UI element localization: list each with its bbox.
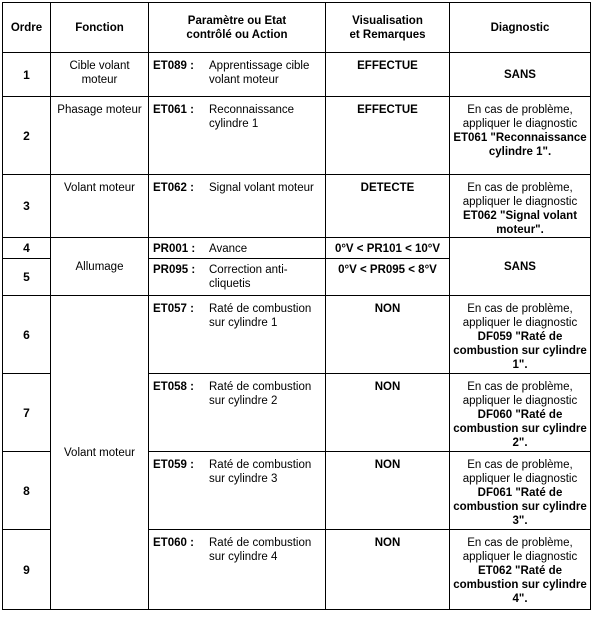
- parametre-label: Reconnaissance cylindre 1: [209, 104, 295, 130]
- visualisation-cell: NON: [326, 530, 450, 610]
- diagnostic-cell: SANS: [450, 53, 591, 97]
- ordre-cell: 9: [3, 530, 51, 610]
- ordre-cell: 4: [3, 238, 51, 259]
- parametre-label: Apprentissage cible volant moteur: [209, 60, 310, 86]
- parametre-cell: [149, 296, 326, 374]
- header-visualisation-line1: Visualisation: [352, 14, 423, 27]
- diagnostic-reference: ET061 "Reconnaissance cylindre 1".: [453, 132, 587, 158]
- parametre-cell: [149, 238, 326, 259]
- header-visualisation: [326, 3, 450, 53]
- parametre-code: ET062 :: [153, 182, 194, 194]
- diagnostic-reference: ET062 "Raté de combustion sur cylindre 4".: [453, 565, 587, 605]
- ordre-cell: 8: [3, 452, 51, 530]
- header-ordre-label: Ordre: [10, 21, 43, 34]
- ordre-cell: 6: [3, 296, 51, 374]
- parametre-cell: [149, 175, 326, 238]
- visualisation-cell: NON: [326, 296, 450, 374]
- table-row: [3, 97, 591, 175]
- fonction-cell: Cible volant moteur: [51, 53, 149, 97]
- header-diagnostic: [450, 3, 591, 53]
- parametre-code: PR001 :: [153, 243, 196, 255]
- ordre-cell: 2: [3, 97, 51, 175]
- diagnostic-cell: [450, 97, 591, 175]
- parametre-code: ET059 :: [153, 459, 194, 471]
- diagnostic-instruction: En cas de problème, appliquer le diagnostic: [462, 537, 578, 563]
- parametre-code: ET089 :: [153, 60, 194, 72]
- parametre-cell: [149, 97, 326, 175]
- parametre-code: ET058 :: [153, 381, 194, 393]
- diagnostic-reference: DF060 "Raté de combustion sur cylindre 2".: [453, 409, 587, 449]
- parametre-label: Raté de combustion sur cylindre 3: [209, 459, 312, 485]
- parametre-cell: [149, 530, 326, 610]
- table-row: [3, 238, 591, 259]
- header-row: [3, 3, 591, 53]
- diagnostic-cell: [450, 296, 591, 374]
- parametre-cell: [149, 452, 326, 530]
- header-ordre: [3, 3, 51, 53]
- table-row: [3, 296, 591, 374]
- visualisation-cell: EFFECTUE: [326, 53, 450, 97]
- ordre-cell: 3: [3, 175, 51, 238]
- diagnostic-reference: DF061 "Raté de combustion sur cylindre 3".: [453, 487, 587, 527]
- visualisation-cell: 0°V < PR095 < 8°V: [326, 259, 450, 296]
- parametre-label: Avance: [209, 243, 248, 255]
- diagnostic-instruction: En cas de problème, appliquer le diagnostic: [462, 104, 578, 130]
- header-diagnostic-label: Diagnostic: [490, 21, 550, 34]
- header-parametre: [149, 3, 326, 53]
- parametre-label: Raté de combustion sur cylindre 1: [209, 303, 312, 329]
- parametre-label: Signal volant moteur: [209, 182, 314, 194]
- ordre-cell: 5: [3, 259, 51, 296]
- parametre-label: Correction anti-cliquetis: [209, 264, 288, 290]
- diagnostic-reference: DF059 "Raté de combustion sur cylindre 1".: [453, 331, 587, 371]
- table-row: [3, 53, 591, 97]
- parametre-code: ET060 :: [153, 537, 194, 549]
- diagnostic-cell: SANS: [450, 238, 591, 296]
- parametre-label: Raté de combustion sur cylindre 2: [209, 381, 312, 407]
- visualisation-cell: NON: [326, 452, 450, 530]
- diagnostic-instruction: En cas de problème, appliquer le diagnostic: [462, 381, 578, 407]
- diagnostic-table: [2, 2, 591, 610]
- table-row: [3, 175, 591, 238]
- diagnostic-cell: [450, 175, 591, 238]
- header-fonction: [51, 3, 149, 53]
- diagnostic-cell: [450, 374, 591, 452]
- fonction-cell: Allumage: [51, 238, 149, 296]
- parametre-label: Raté de combustion sur cylindre 4: [209, 537, 312, 563]
- ordre-cell: 1: [3, 53, 51, 97]
- header-parametre-line1: Paramètre ou Etat: [187, 14, 287, 27]
- diagnostic-instruction: En cas de problème, appliquer le diagnostic: [462, 182, 578, 208]
- visualisation-cell: DETECTE: [326, 175, 450, 238]
- diagnostic-instruction: En cas de problème, appliquer le diagnostic: [462, 459, 578, 485]
- diagnostic-reference: ET062 "Signal volant moteur".: [462, 210, 578, 236]
- diagnostic-instruction: En cas de problème, appliquer le diagnostic: [462, 303, 578, 329]
- ordre-cell: 7: [3, 374, 51, 452]
- parametre-cell: [149, 259, 326, 296]
- parametre-code: ET057 :: [153, 303, 194, 315]
- parametre-code: PR095 :: [153, 264, 196, 276]
- visualisation-cell: NON: [326, 374, 450, 452]
- fonction-cell: Volant moteur: [51, 296, 149, 610]
- parametre-code: ET061 :: [153, 104, 194, 116]
- diagnostic-cell: [450, 530, 591, 610]
- parametre-cell: [149, 53, 326, 97]
- visualisation-cell: 0°V < PR101 < 10°V: [326, 238, 450, 259]
- parametre-cell: [149, 374, 326, 452]
- fonction-cell: Phasage moteur: [51, 97, 149, 175]
- visualisation-cell: EFFECTUE: [326, 97, 450, 175]
- header-fonction-label: Fonction: [75, 21, 124, 34]
- header-parametre-line2: contrôlé ou Action: [186, 28, 288, 41]
- diagnostic-cell: [450, 452, 591, 530]
- header-visualisation-line2: et Remarques: [349, 28, 426, 41]
- fonction-cell: Volant moteur: [51, 175, 149, 238]
